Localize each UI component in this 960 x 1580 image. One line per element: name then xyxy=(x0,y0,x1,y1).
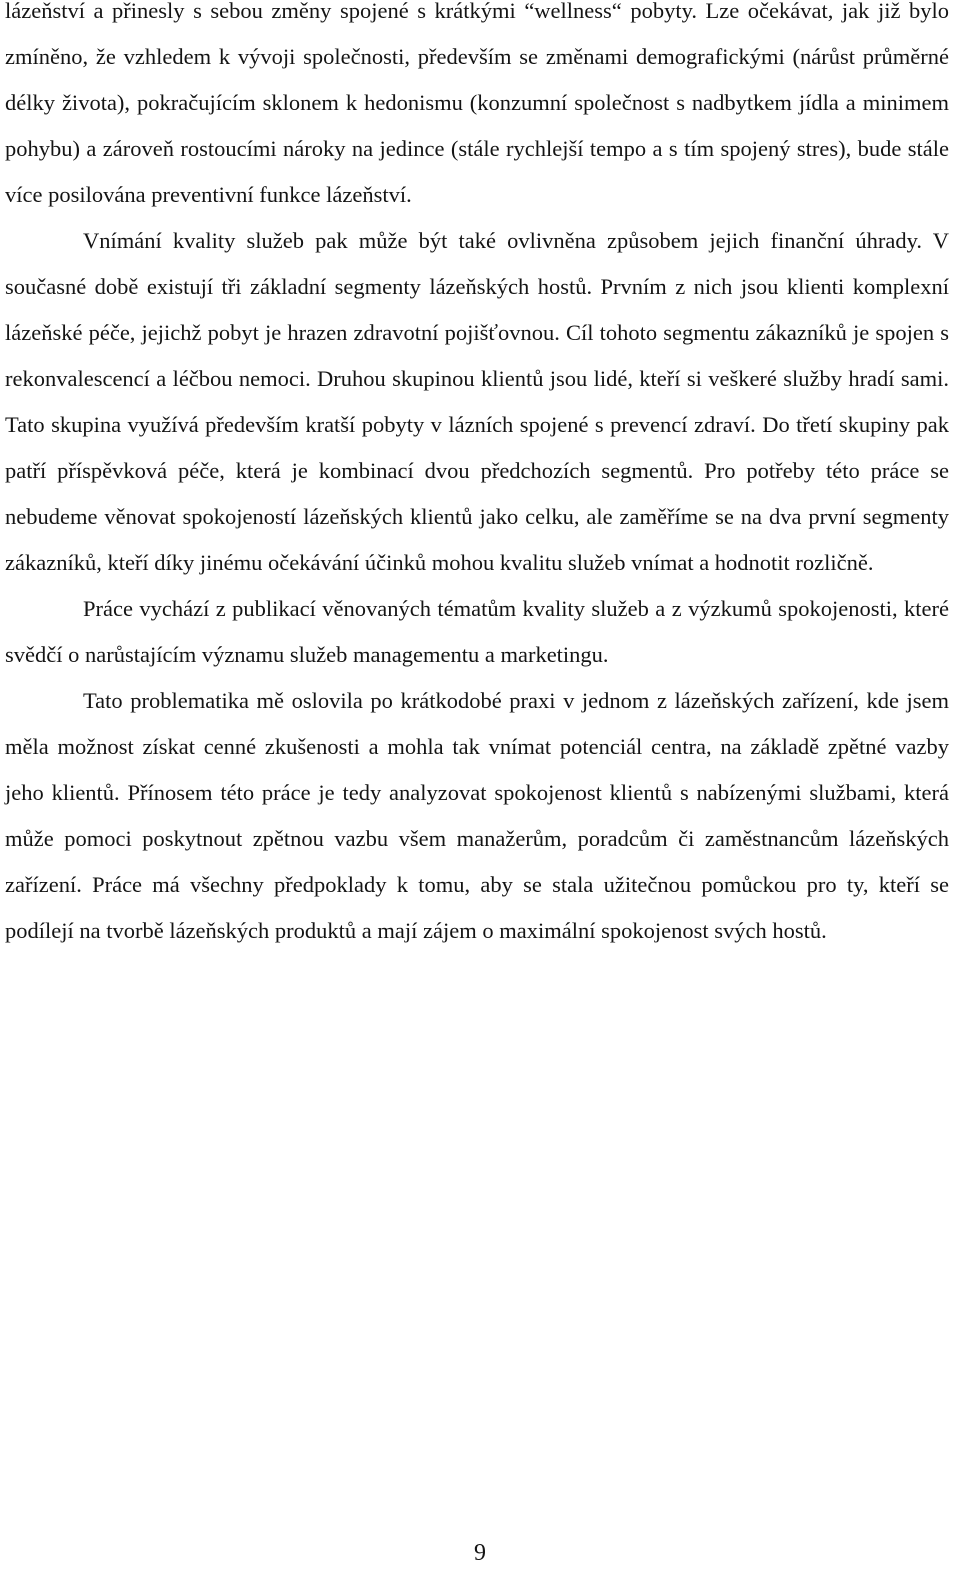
paragraph-sources: Práce vychází z publikací věnovaných tématům kvality služeb a z výzkumů spokojenosti, které svědčí o narůstajícím významu služeb managementu a marketingu. xyxy=(5,596,949,667)
paragraph-client-segments: Vnímání kvality služeb pak může být také ovlivněna způsobem jejich finanční úhrady. V současné době existují tři základní segmenty lázeňských hostů. Prvním z nich jsou klienti komplexní lázeňské péče, jejichž pobyt je hrazen zdravotní pojišťovnou. Cíl tohoto segmentu zákazníků je spojen s rekonvalescencí a léčbou nemoci. Druhou skupinou klientů jsou lidé, kteří si veškeré služby hradí sami. Tato skupina využívá především kratší pobyty v lázních spojené s prevencí zdraví. Do třetí skupiny pak patří příspěvková péče, která je kombinací dvou předchozích segmentů. Pro potřeby této práce se nebudeme věnovat spokojeností lázeňských klientů jako celku, ale zaměříme se na dva první segmenty zákazníků, kteří díky jinému očekávání účinků mohou kvalitu služeb vnímat a hodnotit rozličně. xyxy=(5,228,949,575)
paragraph-preventive-function: lázeňství a přinesly s sebou změny spojené s krátkými “wellness“ pobyty. Lze očekávat, jak již bylo zmíněno, že vzhledem k vývoji společnosti, především se změnami demografickými (nárůst průměrné délky života), pokračujícím sklonem k hedonismu (konzumní společnost s nadbytkem jídla a minimem pohybu) a zároveň rostoucími nároky na jedince (stále rychlejší tempo a s tím spojený stres), bude stále více posilována preventivní funkce lázeňství. xyxy=(5,0,949,207)
document-page xyxy=(5,0,949,954)
paragraph-motivation: Tato problematika mě oslovila po krátkodobé praxi v jednom z lázeňských zařízení, kde jsem měla možnost získat cenné zkušenosti a mohla tak vnímat potenciál centra, na základě zpětné vazby jeho klientů. Přínosem této práce je tedy analyzovat spokojenost klientů s nabízenými službami, která může pomoci poskytnout zpětnou vazbu všem manažerům, poradcům či zaměstnancům lázeňských zařízení. Práce má všechny předpoklady k tomu, aby se stala užitečnou pomůckou pro ty, kteří se podílejí na tvorbě lázeňských produktů a mají zájem o maximální spokojenost svých hostů. xyxy=(5,688,949,943)
page-number: 9 xyxy=(474,1540,486,1566)
